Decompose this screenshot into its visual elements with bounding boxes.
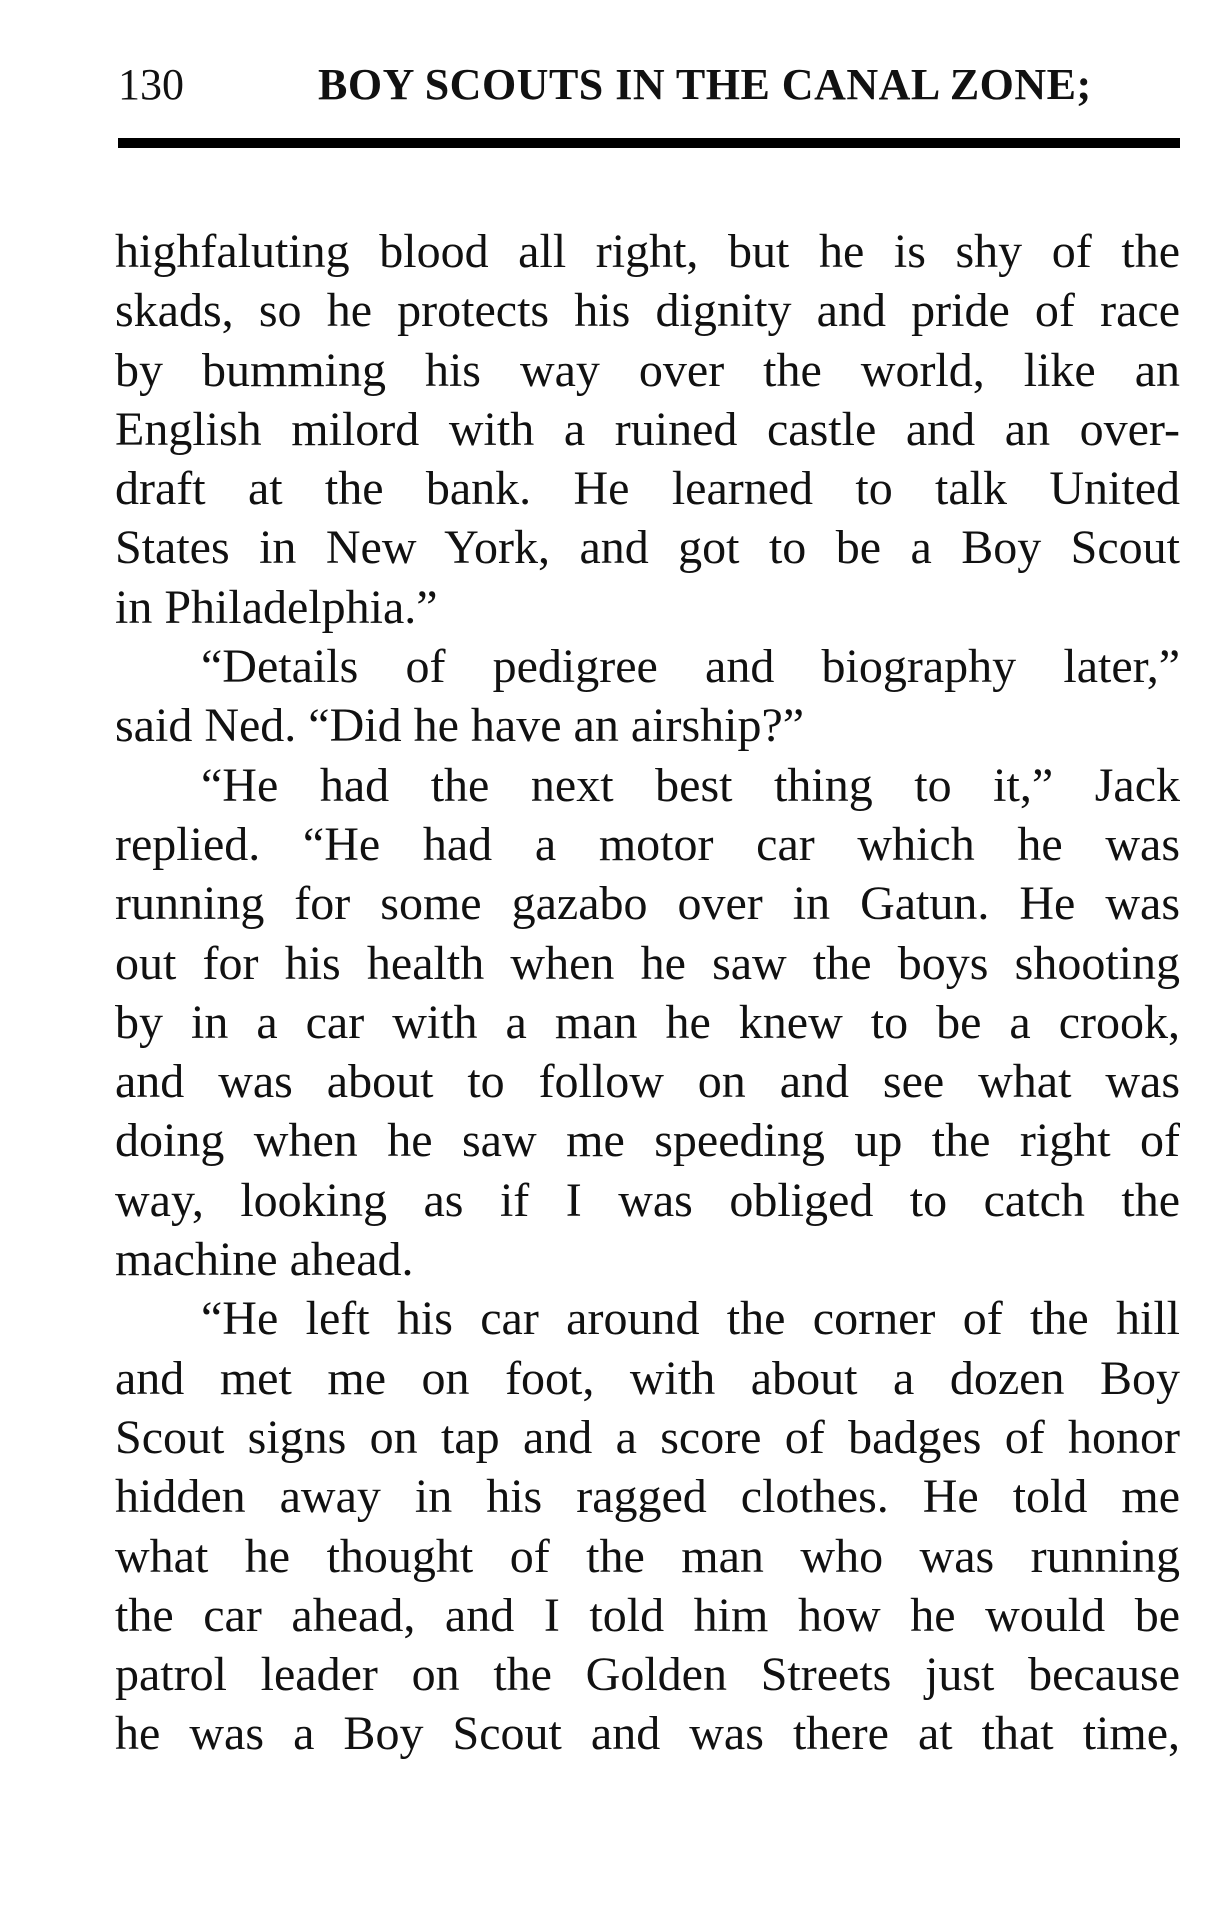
text-line: “Details of pedigree and biography later,” <box>201 640 1180 694</box>
text-line: English milord with a ruined castle and an over- <box>115 402 1180 456</box>
text-line: he was a Boy Scout and was there at that time, <box>115 1707 1180 1761</box>
text-line: doing when he saw me speeding up the right of <box>115 1114 1180 1168</box>
text-line: patrol leader on the Golden Streets just because <box>115 1648 1180 1702</box>
text-line: highfaluting blood all right, but he is shy of the <box>115 225 1180 278</box>
text-line: out for his health when he saw the boys shooting <box>115 936 1180 990</box>
text-line: by bumming his way over the world, like an <box>115 343 1180 397</box>
header-rule <box>118 138 1180 148</box>
text-line: Scout signs on tap and a score of badges of honor <box>115 1410 1180 1464</box>
text-line: replied. “He had a motor car which he was <box>115 817 1180 871</box>
text-line: and was about to follow on and see what was <box>115 1055 1180 1109</box>
text-line: said Ned. “Did he have an airship?” <box>115 699 805 753</box>
text-line: machine ahead. <box>115 1233 414 1287</box>
running-title: BOY SCOUTS IN THE CANAL ZONE; <box>318 60 1092 109</box>
text-line: what he thought of the man who was running <box>115 1529 1180 1583</box>
text-line: draft at the bank. He learned to talk United <box>115 462 1180 516</box>
text-line: by in a car with a man he knew to be a crook, <box>115 995 1180 1049</box>
text-line: way, looking as if I was obliged to catch the <box>115 1173 1180 1227</box>
text-line: “He had the next best thing to it,” Jack <box>201 758 1180 812</box>
text-line: “He left his car around the corner of the hill <box>201 1292 1180 1346</box>
text-line: in Philadelphia.” <box>115 580 438 634</box>
text-line: the car ahead, and I told him how he would be <box>115 1588 1180 1642</box>
body-text <box>115 222 1180 1764</box>
text-line: running for some gazabo over in Gatun. He was <box>115 877 1180 931</box>
text-line: and met me on foot, with about a dozen Boy <box>115 1351 1180 1405</box>
page-number: 130 <box>118 60 184 109</box>
text-line: skads, so he protects his dignity and pride of race <box>115 284 1180 338</box>
text-line: States in New York, and got to be a Boy Scout <box>115 521 1180 575</box>
running-head <box>118 50 1178 120</box>
text-line: hidden away in his ragged clothes. He told me <box>115 1470 1180 1524</box>
